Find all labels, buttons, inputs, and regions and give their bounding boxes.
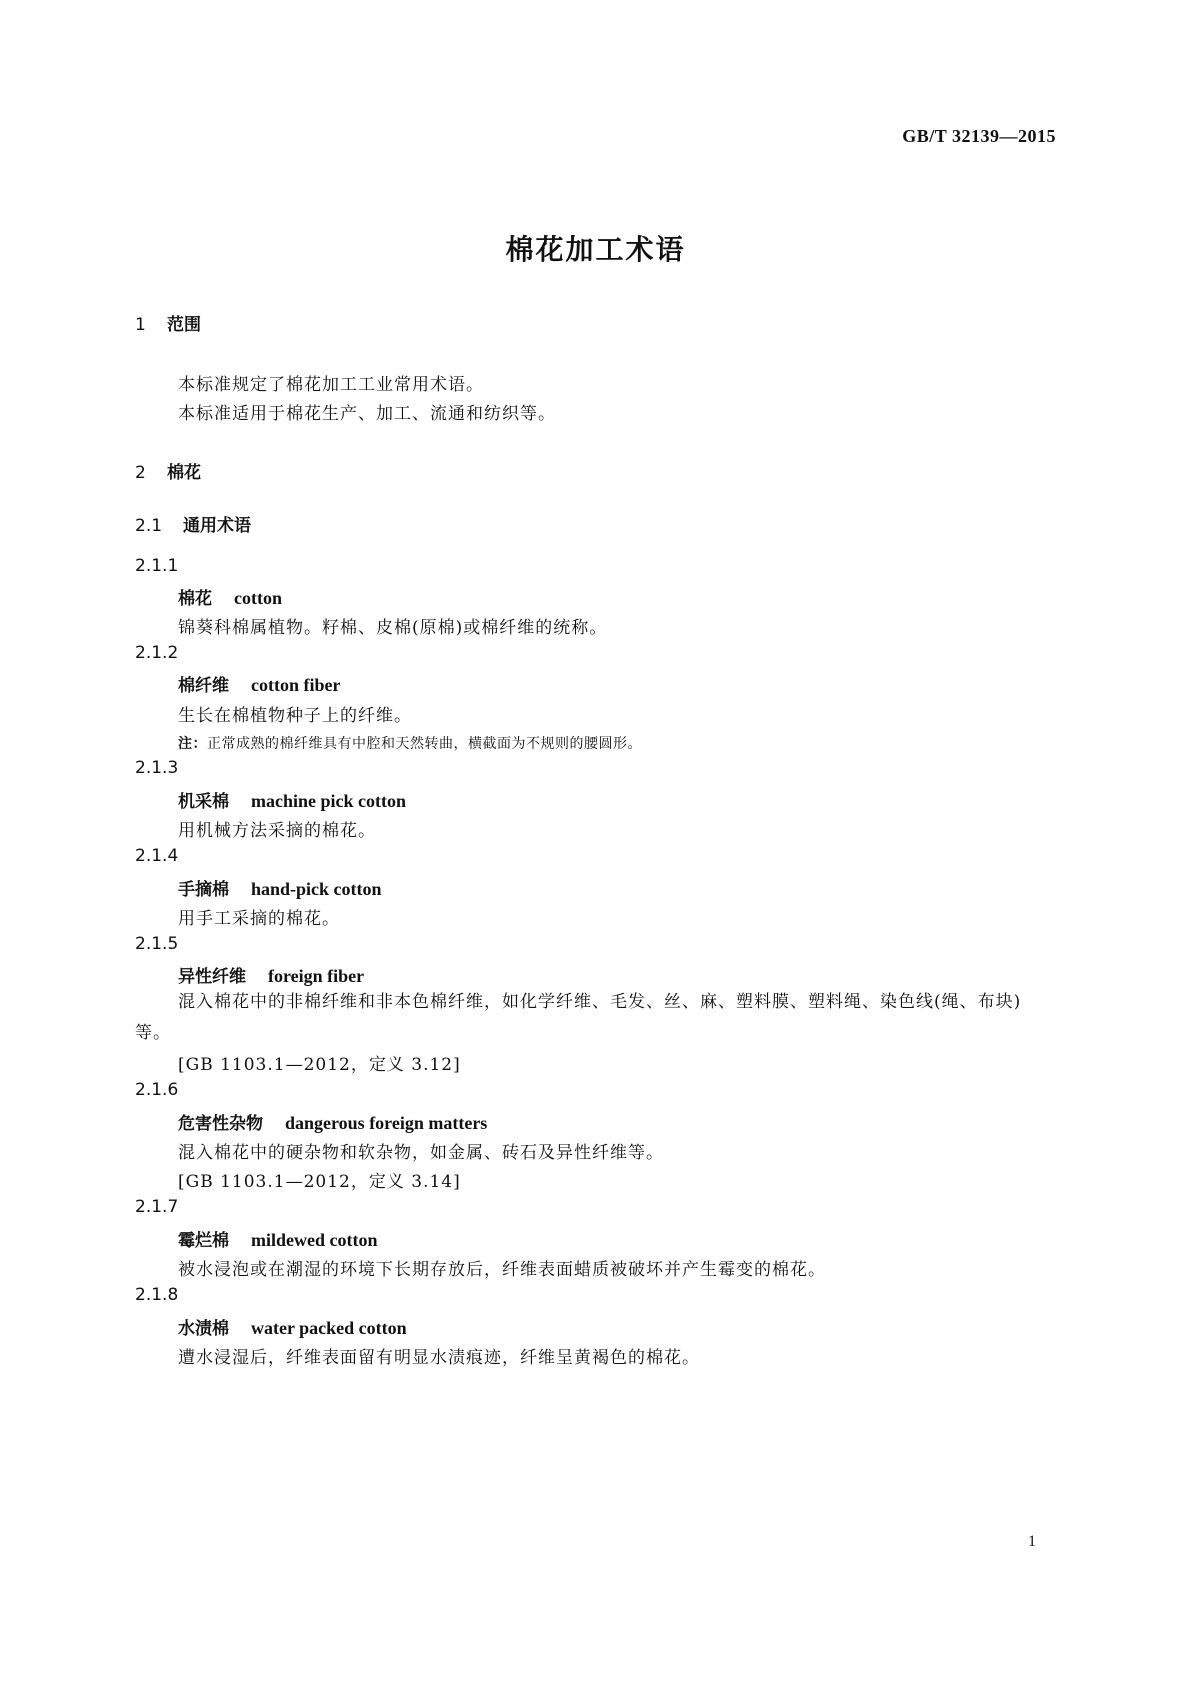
- note-label: 注：: [178, 736, 207, 752]
- term-source: [GB 1103.1—2012，定义 3.12]: [178, 1055, 461, 1075]
- term-heading: [178, 962, 364, 987]
- section-2-heading: [135, 458, 201, 483]
- term-definition: 遭水浸湿后，纤维表面留有明显水渍痕迹，纤维呈黄褐色的棉花。: [178, 1348, 700, 1368]
- section-number: 2: [135, 463, 146, 483]
- section-2-1-heading: [135, 511, 251, 536]
- term-english: foreign fiber: [268, 966, 365, 986]
- term-chinese: 机采棉: [178, 792, 229, 812]
- term-english: cotton: [234, 588, 282, 608]
- term-english: dangerous foreign matters: [285, 1113, 488, 1133]
- section-number: 1: [135, 315, 146, 335]
- term-number: 2.1.6: [135, 1080, 179, 1100]
- section-number: 2.1: [135, 516, 163, 536]
- term-source: [GB 1103.1—2012，定义 3.14]: [178, 1172, 461, 1192]
- term-number: 2.1.8: [135, 1285, 179, 1305]
- term-chinese: 危害性杂物: [178, 1114, 263, 1134]
- term-definition: 用机械方法采摘的棉花。: [178, 821, 376, 841]
- term-definition: 用手工采摘的棉花。: [178, 909, 340, 929]
- scope-paragraph: 本标准适用于棉花生产、加工、流通和纺织等。: [178, 404, 556, 424]
- term-english: water packed cotton: [251, 1318, 407, 1338]
- term-chinese: 手摘棉: [178, 880, 229, 900]
- term-heading: [178, 1109, 487, 1134]
- term-definition: 锦葵科棉属植物。籽棉、皮棉(原棉)或棉纤维的统称。: [178, 618, 608, 638]
- term-definition: 生长在棉植物种子上的纤维。: [178, 706, 412, 726]
- term-definition: 被水浸泡或在潮湿的环境下长期存放后，纤维表面蜡质被破坏并产生霉变的棉花。: [178, 1260, 826, 1280]
- term-chinese: 棉花: [178, 589, 212, 609]
- term-chinese: 霉烂棉: [178, 1231, 229, 1251]
- term-english: machine pick cotton: [251, 791, 406, 811]
- term-heading: [178, 1226, 377, 1251]
- section-title: 范围: [167, 315, 201, 335]
- term-definition: 混入棉花中的硬杂物和软杂物，如金属、砖石及异性纤维等。: [178, 1143, 664, 1163]
- standard-id: GB/T 32139—2015: [902, 126, 1056, 146]
- term-note: [178, 733, 642, 753]
- term-heading: [178, 875, 382, 900]
- note-text: 正常成熟的棉纤维具有中腔和天然转曲，横截面为不规则的腰圆形。: [207, 736, 642, 752]
- term-chinese: 水渍棉: [178, 1319, 229, 1339]
- term-english: mildewed cotton: [251, 1230, 378, 1250]
- term-heading: [178, 671, 340, 696]
- page-number: 1: [1028, 1533, 1036, 1550]
- term-number: 2.1.5: [135, 934, 179, 954]
- term-chinese: 棉纤维: [178, 676, 229, 696]
- section-title: 棉花: [167, 463, 201, 483]
- term-chinese: 异性纤维: [178, 967, 246, 987]
- term-heading: [178, 1314, 407, 1339]
- term-number: 2.1.3: [135, 758, 179, 778]
- scope-paragraph: 本标准规定了棉花加工工业常用术语。: [178, 375, 484, 395]
- document-title: 棉花加工术语: [505, 233, 686, 266]
- term-definition: 混入棉花中的非棉纤维和非本色棉纤维，如化学纤维、毛发、丝、麻、塑料膜、塑料绳、染色线(绳、布块)等。: [135, 992, 1022, 1043]
- term-number: 2.1.1: [135, 556, 179, 576]
- section-title: 通用术语: [183, 516, 251, 536]
- term-number: 2.1.4: [135, 846, 179, 866]
- term-heading: [178, 584, 282, 609]
- term-number: 2.1.2: [135, 643, 179, 663]
- section-1-heading: [135, 310, 201, 335]
- term-english: cotton fiber: [251, 675, 341, 695]
- term-number: 2.1.7: [135, 1197, 179, 1217]
- term-english: hand-pick cotton: [251, 879, 382, 899]
- term-heading: [178, 787, 406, 812]
